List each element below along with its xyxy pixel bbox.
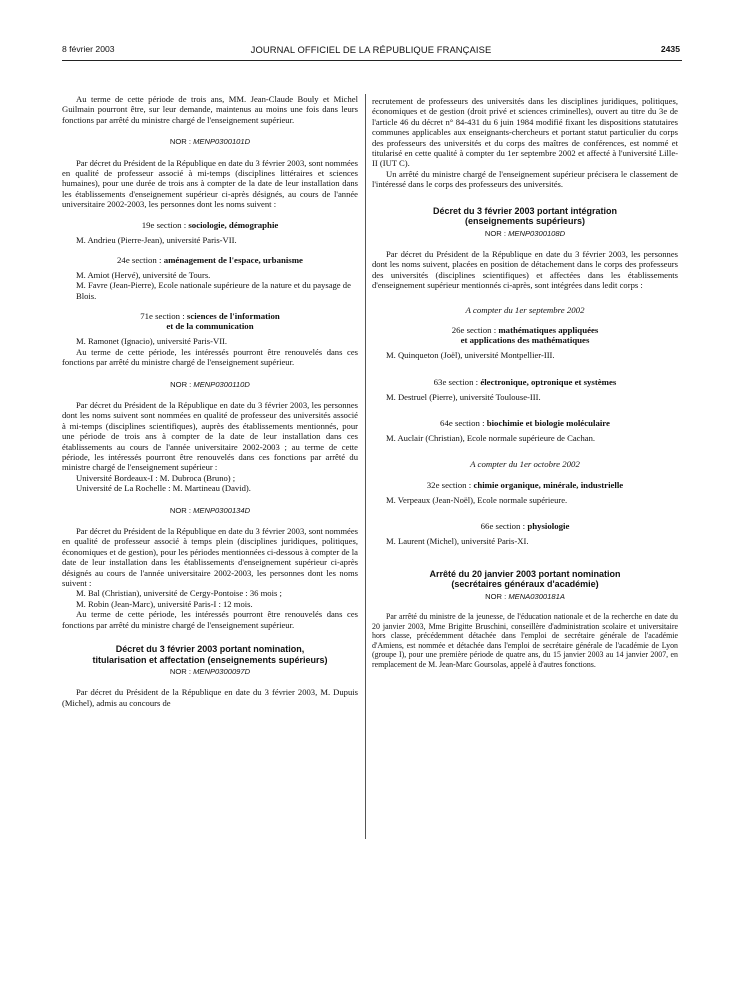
paragraph: Par décret du Président de la République en date du 3 février 2003, sont nommées en qualité de professeur associé à mi-temps (disciplines littéraires et sciences humaines), pour une durée de trois ans à compter de la date de leur installation dans les établissements d'enseignement supérieur ci-après désignés, au cours de l'année universitaire 2002-2003, les personnes dont les noms suivent : <box>62 157 358 210</box>
paragraph: Par décret du Président de la République en date du 3 février 2003, M. Dupuis (Michel), admis au concours de <box>62 687 358 708</box>
list-item: M. Bal (Christian), université de Cergy-Pontoise : 36 mois ; <box>76 588 282 599</box>
person-entry: M. Auclair (Christian), Ecole normale supérieure de Cachan. <box>386 432 596 443</box>
paragraph: recrutement de professeurs des universités dans les disciplines juridiques, politiques, économiques et de gestion (droit privé et sciences criminelles), ouvert au titre du 3e de l'article 46 du décret n° 84-431 du 6 juin 1984 modifié fixant les dispositions statutaires communes applicables aux enseignants-chercheurs et portant statut particulier du corps des professeurs des universités et du corps des maîtres de conférences, est nommé et titularisé en cette qualité à compter du 1er septembre 2002 et affecté à l'université Lille-II (IUT C). <box>372 96 678 169</box>
nor-reference: NOR : MENP0300097D <box>169 667 251 677</box>
header-title: JOURNAL OFFICIEL DE LA RÉPUBLIQUE FRANÇAISE <box>250 44 492 55</box>
list-item: Université Bordeaux-I : M. Dubroca (Bruno) ; <box>76 472 236 483</box>
right-column <box>372 96 678 670</box>
paragraph: Par décret du Président de la République en date du 3 février 2003, les personnes dont les noms suivent, placées en position de détachement dans le corps des professeurs des universités (disciplines scientifiques) et affectées dans les établissements d'enseignement supérieur mentionnés ci-après, sont intégrées dans ledit corps : <box>372 249 678 291</box>
left-column <box>62 94 358 708</box>
person-entry: M. Ramonet (Ignacio), université Paris-VII. <box>76 336 228 347</box>
column-divider <box>365 94 366 839</box>
list-item: M. Robin (Jean-Marc), université Paris-I : 12 mois. <box>76 598 253 609</box>
page-header <box>62 44 680 58</box>
section-heading: 64e section : biochimie et biologie moléculaire <box>440 417 610 428</box>
section-heading: 24e section : aménagement de l'espace, urbanisme <box>117 255 303 266</box>
person-entry: M. Andrieu (Pierre-Jean), université Paris-VII. <box>76 234 237 245</box>
section-heading: 26e section : mathématiques appliquées et applications des mathématiques <box>451 325 599 346</box>
nor-reference: NOR : MENP0300101D <box>169 137 251 147</box>
person-entry: M. Destruel (Pierre), université Toulouse-III. <box>386 391 541 402</box>
person-entry: M. Quinqueton (Joël), université Montpellier-III. <box>386 350 555 361</box>
section-heading: 66e section : physiologie <box>480 521 570 532</box>
decree-heading: Arrêté du 20 janvier 2003 portant nomination (secrétaires généraux d'académie) <box>429 568 621 590</box>
page-number: 2435 <box>660 44 680 54</box>
paragraph: Par décret du Président de la République en date du 3 février 2003, les personnes dont les noms suivent sont nommées en qualité de professeur des universités associé à mi-temps (disciplines scientifiques), auprès des établissements mentionnés, pour une période de trois ans à compter de la date de leur installation dans ces établissements au cours de l'année universitaire 2002-2003 ; au terme de cette période, les intéressés pourront être renouvelés dans ces fonctions par arrêté du ministre chargé de l'enseignement supérieur : <box>62 399 358 473</box>
section-heading: 63e section : électronique, optronique et systèmes <box>433 376 617 387</box>
nor-reference: NOR : MENP0300134D <box>169 505 251 515</box>
paragraph: Par décret du Président de la République en date du 3 février 2003, sont nommées en qualité de professeur associé à temps plein (disciplines juridiques, politiques, économiques et de gestion), pour les périodes mentionnées ci-dessous à compter de la date de leur installation dans les établissements d'enseignement supérieur ci-après désignés au cours de l'année universitaire 2002-2003, les personnes dont les noms suivent : <box>62 525 358 588</box>
header-rule <box>62 60 682 61</box>
person-entry: M. Verpeaux (Jean-Noël), Ecole normale supérieure. <box>386 494 568 505</box>
person-entry: M. Amiot (Hervé), université de Tours. <box>76 270 211 281</box>
nor-reference: NOR : MENA0300181A <box>485 591 565 601</box>
paragraph: Un arrêté du ministre chargé de l'enseignement supérieur précisera le classement de l'intéressé dans le corps des professeurs des universités. <box>372 168 678 190</box>
person-entry: M. Laurent (Michel), université Paris-XI. <box>386 536 529 547</box>
person-entry: M. Favre (Jean-Pierre), Ecole nationale supérieure de la nature et du paysage de Blois. <box>76 280 351 301</box>
decree-heading: Décret du 3 février 2003 portant intégration (enseignements supérieurs) <box>432 205 618 227</box>
nor-reference: NOR : MENP0300108D <box>484 228 566 238</box>
paragraph: Au terme de cette période, les intéressés pourront être renouvelés dans ces fonctions par arrêté du ministre chargé de l'enseignement supérieur. <box>62 609 358 630</box>
effective-date-heading: A compter du 1er septembre 2002 <box>465 304 585 315</box>
header-date: 8 février 2003 <box>62 44 115 54</box>
nor-reference: NOR : MENP0300110D <box>170 379 250 389</box>
paragraph: Au terme de cette période, les intéressés pourront être renouvelés dans ces fonctions par arrêté du ministre chargé de l'enseignement supérieur. <box>62 346 358 368</box>
section-heading: 32e section : chimie organique, minérale, industrielle <box>426 479 624 490</box>
paragraph: Au terme de cette période de trois ans, MM. Jean-Claude Bouly et Michel Guilmain pourront être, sur leur demande, maintenus au moins une fois dans leurs fonctions par arrêté du ministre chargé de l'enseignement supérieur. <box>62 94 358 125</box>
effective-date-heading: A compter du 1er octobre 2002 <box>470 459 580 470</box>
list-item: Université de La Rochelle : M. Martineau (David). <box>76 483 251 494</box>
decree-heading: Décret du 3 février 2003 portant nomination, titularisation et affectation (enseignements supérieurs) <box>92 644 328 665</box>
section-heading: 71e section : sciences de l'information et de la communication <box>140 311 280 332</box>
paragraph: Par arrêté du ministre de la jeunesse, de l'éducation nationale et de la recherche en date du 20 janvier 2003, Mme Brigitte Bruschini, conseillère d'administration scolaire et universitaire hors classe, précédemment détachée dans l'emploi de secrétaire générale de l'académie d'Amiens, est nommée et détachée dans l'emploi de secrétaire générale de l'académie de Lyon (groupe I), pour une première période de quatre ans, du 15 janvier 2003 au 14 janvier 2007, en remplacement de M. Jean-Marc Goursolas, appelé à d'autres fonctions. <box>372 611 678 669</box>
section-heading: 19e section : sociologie, démographie <box>141 219 279 230</box>
